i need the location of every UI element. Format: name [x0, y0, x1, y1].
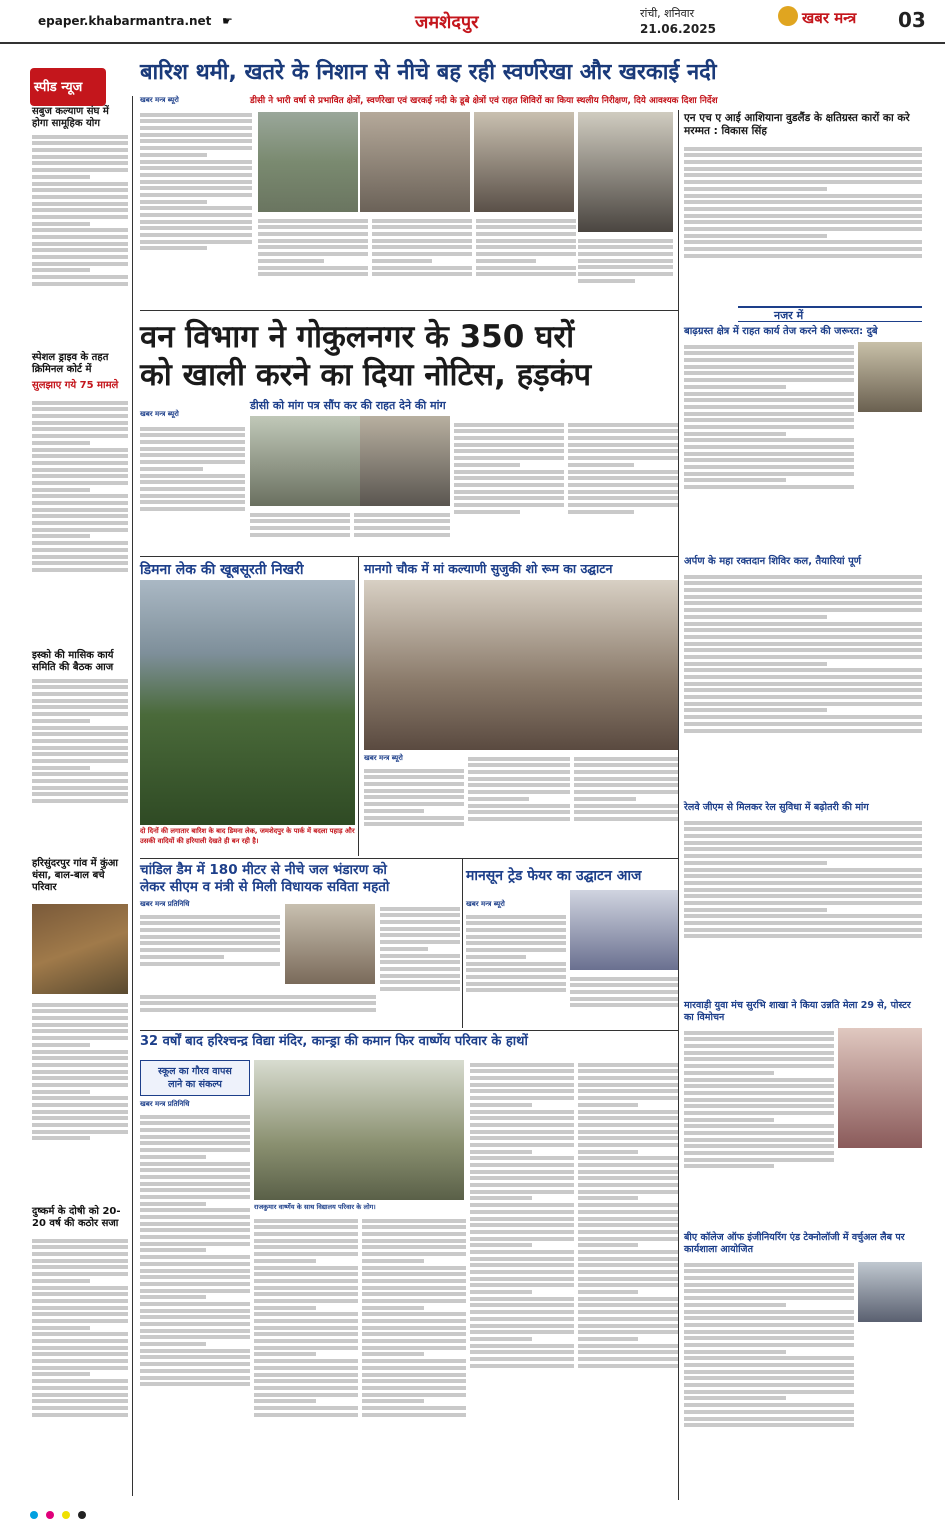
speed-news-label: स्पीड न्यूज: [34, 80, 83, 95]
top-subheadline: डीसी ने भारी वर्षा से प्रभावित क्षेत्रों, स्वर्णरेखा एवं खरकई नदी के डूबे क्षेत्रों एवं राहत शिविरों का किया स्थलीय निरीक्षण, दिये आवश्यक दिशा निर्देश: [250, 96, 718, 106]
inspection-photo-1: [360, 112, 470, 212]
meeting-photo: [285, 904, 375, 984]
main-byline: खबर मन्त्र ब्यूरो: [140, 410, 179, 418]
mango-title: मानगो चौक में मां कल्याणी सुजुकी शो रूम का उद्घाटन: [364, 561, 613, 576]
dimna-title: डिमना लेक की खूबसूरती निखरी: [140, 562, 304, 578]
left-item-4-body: [32, 676, 128, 856]
najar-label-box: [738, 306, 922, 322]
najar-item-1-body: [684, 342, 854, 552]
left-item-6-title: दुष्कर्म के दोषी को 20-20 वर्ष की कठोर सजा: [32, 1206, 121, 1229]
school-group-photo: [254, 1060, 464, 1200]
main-body-col-4: [454, 420, 564, 552]
najar-item-4-body: [684, 1028, 834, 1228]
cursor-icon: ☛: [222, 14, 233, 28]
main-headline-2: को खाली करने का दिया नोटिस, हड़कंप: [140, 357, 592, 393]
top-body-col-5: [578, 236, 673, 308]
najar-item-1-title: बाढ़ग्रस्त क्षेत्र में राहत कार्य तेज करने की जरूरत: दुबे: [684, 326, 878, 337]
dimna-caption: दो दिनों की लगातार बारिश के बाद डिमना लेक, जमशेदपुर के पार्क में बदला पहाड़ और उसकी वादियों की हरियाली देखते ही बन रही है।: [140, 827, 355, 845]
kandra-body-col-5: [578, 1060, 678, 1500]
gokulnagar-photo-2: [360, 416, 450, 506]
kandra-sub-2: लाने का संकल्प: [168, 1079, 222, 1090]
gokulnagar-photo-1: [250, 416, 360, 506]
chandil-body-col-2: [380, 904, 460, 1028]
poster-release-photo: [838, 1028, 922, 1148]
kandra-body-col-4: [470, 1060, 574, 1500]
top-body-col-3: [372, 216, 472, 308]
main-headline-1: वन विभाग ने गोकुलनगर के 350 घरों: [140, 319, 575, 355]
kandra-caption: राजकुमार वार्ष्णेय के साथ विद्यालय परिवार के लोग।: [254, 1203, 376, 1211]
main-body-col-2: [250, 510, 350, 552]
kandra-byline: खबर मन्त्र प्रतिनिधि: [140, 1100, 190, 1108]
monsoon-byline: खबर मन्त्र ब्यूरो: [466, 900, 505, 908]
chandil-byline: खबर मन्त्र प्रतिनिधि: [140, 900, 190, 908]
chandil-body-col-3: [140, 992, 376, 1028]
najar-item-3-title: रेलवे जीएम से मिलकर रेल सुविधा में बढ़ोतरी की मांग: [684, 802, 869, 813]
top-body-col-1: [140, 110, 252, 308]
najar-item-3-body: [684, 818, 922, 996]
well-collapse-photo: [32, 904, 128, 994]
mango-byline: खबर मन्त्र ब्यूरो: [364, 754, 403, 762]
left-item-1-title: सबुज कल्याण संघ में होगा सामूहिक योग: [32, 106, 109, 129]
chandil-title-2: लेकर सीएम व मंत्री से मिली विधायक सविता महतो: [140, 879, 390, 895]
city-day: रांची, शनिवार: [640, 7, 695, 20]
top-headline: बारिश थमी, खतरे के निशान से नीचे बह रही स्वर्णरेखा और खरकाई नदी: [140, 60, 717, 85]
date: 21.06.2025: [640, 22, 716, 36]
kandra-body-col-3: [362, 1216, 466, 1500]
left-item-5-body: [32, 1000, 128, 1200]
chandil-body-col-1: [140, 912, 280, 990]
left-item-3-title: सुलझाए गये 75 मामले: [32, 380, 119, 391]
dimna-lake-photo: [140, 580, 355, 825]
monsoon-body-col-2: [570, 974, 678, 1028]
brand-name: खबर मन्त्र: [802, 9, 857, 27]
left-item-3-body: [32, 398, 128, 648]
main-body-col-3: [354, 510, 450, 552]
workshop-photo: [858, 1262, 922, 1322]
left-item-1-body: [32, 132, 128, 352]
main-body-col-5: [568, 420, 678, 552]
inspection-photo-3: [578, 112, 673, 232]
left-item-4-title: इस्को की मासिक कार्य समिति की बैठक आज: [32, 650, 114, 673]
nhai-body: [684, 144, 922, 304]
chandil-title-1: चांडिल डैम में 180 मीटर से नीचे जल भंडारण को: [140, 862, 387, 878]
kandra-title: 32 वर्षों बाद हरिश्चन्द्र विद्या मंदिर, कान्ड्रा की कमान फिर वार्ष्णेय परिवार के हाथों: [140, 1034, 528, 1049]
najar-item-2-title: अर्पण के महा रक्तदान शिविर कल, तैयारियां पूर्ण: [684, 556, 862, 567]
brand-logo-icon: [778, 6, 798, 26]
inspection-photo-2: [474, 112, 574, 212]
kandra-body-col-1: [140, 1112, 250, 1500]
mango-body-col-2: [468, 754, 570, 854]
page-number: 03: [898, 8, 926, 32]
nhai-title: एन एच ए आई आशियाना वुडलैंड के क्षतिग्रस्त कारों का करे मरम्मत : विकास सिंह: [684, 112, 910, 137]
monsoon-title: मानसून ट्रेड फेयर का उद्घाटन आज: [466, 868, 642, 884]
kandra-body-col-2: [254, 1216, 358, 1500]
najar-label: नजर में: [774, 309, 804, 322]
najar-item-5-body: [684, 1260, 854, 1500]
left-item-6-body: [32, 1236, 128, 1496]
monsoon-body-col-1: [466, 912, 566, 1028]
mango-body-col-3: [574, 754, 678, 854]
najar-item-2-body: [684, 572, 922, 798]
top-byline: खबर मन्त्र ब्यूरो: [140, 96, 179, 104]
mango-body-col-1: [364, 766, 464, 854]
left-item-5-title: हरिसुंदरपुर गांव में कुंआ धंसा, बाल-बाल बचे परिवार: [32, 858, 119, 893]
najar-item-1-photo: [858, 342, 922, 412]
main-body-col-1: [140, 424, 245, 552]
main-subheadline: डीसी को मांग पत्र सौंप कर की राहत देने की मांग: [250, 399, 446, 412]
river-photo: [258, 112, 358, 212]
speed-news-logo: [30, 68, 106, 106]
kandra-sub-1: स्कूल का गौरव वापस: [158, 1066, 232, 1077]
najar-item-4-title: मारवाड़ी युवा मंच सुरभि शाखा ने किया उन्नति मेला 29 से, पोस्टर का विमोचन: [684, 1000, 911, 1023]
kandra-sub-box: [140, 1060, 250, 1096]
section-title: जमशेदपुर: [415, 12, 479, 33]
url-text[interactable]: epaper.khabarmantra.net: [38, 14, 212, 28]
print-registration-marks: [30, 1504, 910, 1514]
top-body-col-2: [258, 216, 368, 308]
top-body-col-4: [476, 216, 576, 308]
masthead: [0, 0, 945, 44]
showroom-photo: [364, 580, 678, 750]
left-item-2-title: स्पेशल ड्राइव के तहत क्रिमिनल कोर्ट में: [32, 352, 109, 375]
trade-fair-photo: [570, 890, 678, 970]
najar-item-5-title: बीए कॉलेज ऑफ इंजीनियरिंग एंड टेक्नोलॉजी में वर्चुअल लैब पर कार्यशाला आयोजित: [684, 1232, 905, 1255]
